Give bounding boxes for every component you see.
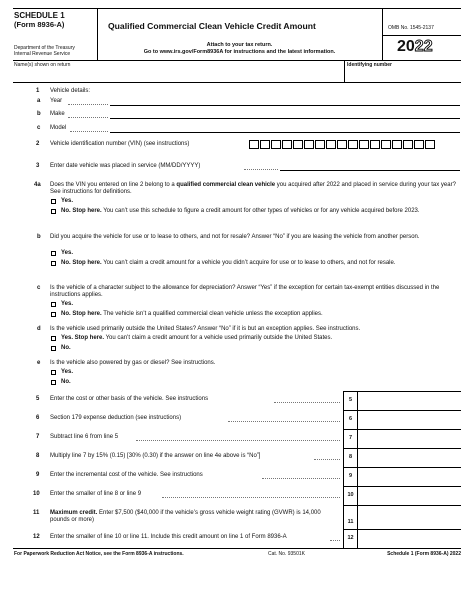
vin-box[interactable] [282, 140, 292, 149]
line-5-number-box: 5 [343, 391, 357, 410]
goto-instruction: Go to www.irs.gov/Form8936A for instructions and the latest information. [143, 49, 336, 55]
line-4c-yes-checkbox[interactable] [51, 302, 56, 307]
line-4d-no-label: No. [61, 345, 71, 351]
form-reference: (Form 8936-A) [14, 20, 65, 29]
line-4c-question: Is the vehicle of a character subject to the allowance for depreciation? Answer “Yes” if the exception for certain tax-exempt entities discussed in the instructions applies. [50, 285, 440, 298]
attach-instruction: Attach to your tax return. [206, 42, 273, 48]
line-4a-yes-label: Yes. [61, 198, 74, 204]
line-12-label: Enter the smaller of line 10 or line 11. Include this credit amount on line 1 of Form 8936-A [50, 534, 287, 540]
line-9-number-box: 9 [343, 467, 357, 486]
line-1a-year-field[interactable] [110, 105, 460, 106]
schedule-title: SCHEDULE 1 [14, 11, 65, 20]
line-1-label: Vehicle details: [50, 88, 91, 94]
line-6-number-box: 6 [343, 410, 357, 429]
line-11-number-box: 11 [343, 505, 357, 529]
vin-box[interactable] [337, 140, 347, 149]
top-rule [13, 8, 461, 9]
line-11-label: Maximum credit. Enter $7,500 ($40,000 if the vehicle’s gross vehicle weight rating (GVWR) is 14,000 pounds or more) [50, 510, 321, 523]
catalog-number: Cat. No. 93501K [268, 551, 305, 557]
footer-form-id: Schedule 1 (Form 8936-A) 2022 [387, 551, 461, 557]
vin-box[interactable] [359, 140, 369, 149]
line-12-number-box: 12 [343, 529, 357, 548]
line-11-amount-field[interactable] [357, 505, 461, 529]
line-8-number-box: 8 [343, 448, 357, 467]
line-4b-no-label: No. Stop here. You can’t claim a credit amount for a vehicle you didn’t acquire for use or to lease to others, and not for resale. [61, 260, 396, 266]
line-10-amount-field[interactable] [357, 486, 461, 505]
line-4b-question: Did you acquire the vehicle for use or to lease to others, and not for resale? Answer “No” if you are leasing the vehicle from another person. [50, 234, 420, 240]
vin-box[interactable] [249, 140, 259, 149]
line-8-label: Multiply line 7 by 15% (0.15) [30% (0.30) if the answer on line 4e above is “No”] [50, 453, 261, 459]
line-4b-yes-checkbox[interactable] [51, 251, 56, 256]
vin-box[interactable] [348, 140, 358, 149]
line-1c-model-field[interactable] [110, 132, 460, 133]
vin-box[interactable] [315, 140, 325, 149]
vin-box[interactable] [271, 140, 281, 149]
vin-box[interactable] [414, 140, 424, 149]
vin-box[interactable] [392, 140, 402, 149]
line-4c-yes-label: Yes. [61, 301, 74, 307]
line-6-amount-field[interactable] [357, 410, 461, 429]
department-label: Department of the Treasury [14, 45, 75, 51]
name-label: Name(s) shown on return [14, 62, 71, 68]
line-9-label: Enter the incremental cost of the vehicle. See instructions [50, 472, 203, 478]
line-8-amount-field[interactable] [357, 448, 461, 467]
vin-box[interactable] [326, 140, 336, 149]
name-row-bottom-rule [13, 82, 461, 83]
vin-box[interactable] [425, 140, 435, 149]
form-page: SCHEDULE 1 (Form 8936-A) Department of the Treasury Internal Revenue Service Qualified Commercial Clean Vehicle Credit Amount Attach to your tax return. Go to www.irs.gov/Form8936A for instructions and the latest information. OMB No. 1545-2137 2022 Name(s) shown on return Identifying number 1 Vehicle details: a Year b Make c Model 2 Vehicle identification number (VIN) (see instructions) 3 Enter date vehicle was placed in service (MM/DD/YYYY) 4a Does the VIN you entered on line 2 belong to a qualified commercial clean vehicle you acquired after 2022 and placed in service during your tax year? See instructions for definitions. Yes. No. Stop here. You can’t use this schedule to figure a credit amount for other types of vehicles or for any vehicle acquired before 2023. b Did you acquire the vehicle for use or to lease to others, and not for resale? Answer “No” if you are leasing the vehicle from another person. Yes. No. Stop here. You can’t claim a credit amount for a vehicle you didn’t acquire for use or to lease to others, and not for resale. c Is the vehicle of a character subject to the allowance for depreciation? Answer “Yes” if the exception for certain tax-exempt entities discussed in the instructions applies. Yes. No. Stop here. The vehicle isn’t a qualified commercial clean vehicle unless the exception applies. d Is the vehicle used primarily outside the United States? Answer “No” if it is but an exception applies. See instructions. Yes. Stop here. You can’t claim a credit amount for a vehicle used primarily outside the United States. No. e Is the vehicle also powered by gas or diesel? See instructions. Yes. No. 5 Enter the cost or other basis of the vehicle. See instructions 5 6 Section 179 expense deduction (see instructions) 6 7 Subtract line 6 from line 5 7 8 Multiply line 7 by 15% (0.15) [30% (0.30) if the answer on line 4e above is “No”] 8 9 Enter the incremental cost of the vehicle. See instructions 9 10 Enter the smaller of line 8 or line 9 10 11 Maximum credit. Enter $7,500 ($40,000 if the vehicle’s gross vehicle weight rating (GVWR) is 14,000 pounds or more) 11 12 Enter the smaller of line 10 or line 11. Include this credit amount on line 1 of Form 8936-A 12 For Paperwork Reduction Act Notice, see the Form 8936-A instructions. Cat. No. 93501K Schedule 1 (Form 8936-A) 2022 [0, 0, 474, 612]
vin-box[interactable] [260, 140, 270, 149]
line-4b-no-checkbox[interactable] [51, 261, 56, 266]
line-4e-no-checkbox[interactable] [51, 380, 56, 385]
line-3-label: Enter date vehicle was placed in service (MM/DD/YYYY) [50, 163, 201, 169]
line-4a-no-label: No. Stop here. You can’t use this schedule to figure a credit amount for other types of vehicles or for any vehicle acquired before 2023. [61, 208, 420, 214]
identifying-number-label: Identifying number [347, 62, 392, 68]
line-4a-no-checkbox[interactable] [51, 209, 56, 214]
form-main-title: Qualified Commercial Clean Vehicle Credit Amount [108, 21, 316, 31]
omb-number: OMB No. 1545-2137 [388, 25, 434, 31]
line-4d-yes-checkbox[interactable] [51, 336, 56, 341]
line-4d-yes-label: Yes. Stop here. You can’t claim a credit amount for a vehicle used primarily outside the United States. [61, 335, 333, 341]
paperwork-notice: For Paperwork Reduction Act Notice, see the Form 8936-A instructions. [14, 551, 184, 557]
line-4c-no-checkbox[interactable] [51, 312, 56, 317]
name-divider [344, 60, 345, 82]
line-5-amount-field[interactable] [357, 391, 461, 410]
vin-box[interactable] [293, 140, 303, 149]
line-4e-question: Is the vehicle also powered by gas or diesel? See instructions. [50, 360, 216, 366]
line-1a-label: Year [50, 98, 63, 104]
line-7-number-box: 7 [343, 429, 357, 448]
line-9-amount-field[interactable] [357, 467, 461, 486]
line-4e-no-label: No. [61, 379, 71, 385]
omb-rule [382, 35, 461, 36]
vin-box[interactable] [370, 140, 380, 149]
line-10-label: Enter the smaller of line 8 or line 9 [50, 491, 142, 497]
line-4b-yes-label: Yes. [61, 250, 74, 256]
line-4d-no-checkbox[interactable] [51, 346, 56, 351]
line-3-date-field[interactable] [280, 170, 460, 171]
line-7-label: Subtract line 6 from line 5 [50, 434, 119, 440]
line-4e-yes-label: Yes. [61, 369, 74, 375]
line-4e-yes-checkbox[interactable] [51, 370, 56, 375]
irs-label: Internal Revenue Service [14, 51, 71, 57]
tax-year: 2022 [397, 38, 433, 55]
line-12-amount-field[interactable] [357, 529, 461, 548]
line-4d-question: Is the vehicle used primarily outside the United States? Answer “No” if it is but an exception applies. See instructions. [50, 326, 361, 332]
footer-rule [13, 548, 461, 549]
line-4a-question: Does the VIN you entered on line 2 belong to a qualified commercial clean vehicle you acquired after 2022 and placed in service during your tax year? See instructions for definitions. [50, 182, 456, 195]
line-1b-make-field[interactable] [110, 118, 460, 119]
line-4c-no-label: No. Stop here. The vehicle isn’t a qualified commercial clean vehicle unless the exception applies. [61, 311, 323, 317]
line-5-label: Enter the cost or other basis of the vehicle. See instructions [50, 396, 209, 402]
vin-box[interactable] [381, 140, 391, 149]
header-bottom-rule [13, 60, 461, 61]
vin-box[interactable] [304, 140, 314, 149]
line-10-number-box: 10 [343, 486, 357, 505]
line-2-label: Vehicle identification number (VIN) (see instructions) [50, 141, 190, 147]
header-divider-right [382, 8, 383, 60]
vin-box[interactable] [403, 140, 413, 149]
line-6-label: Section 179 expense deduction (see instructions) [50, 415, 182, 421]
line-7-amount-field[interactable] [357, 429, 461, 448]
line-4a-yes-checkbox[interactable] [51, 199, 56, 204]
line-1c-label: Model [50, 125, 67, 131]
line-1b-label: Make [50, 111, 65, 117]
